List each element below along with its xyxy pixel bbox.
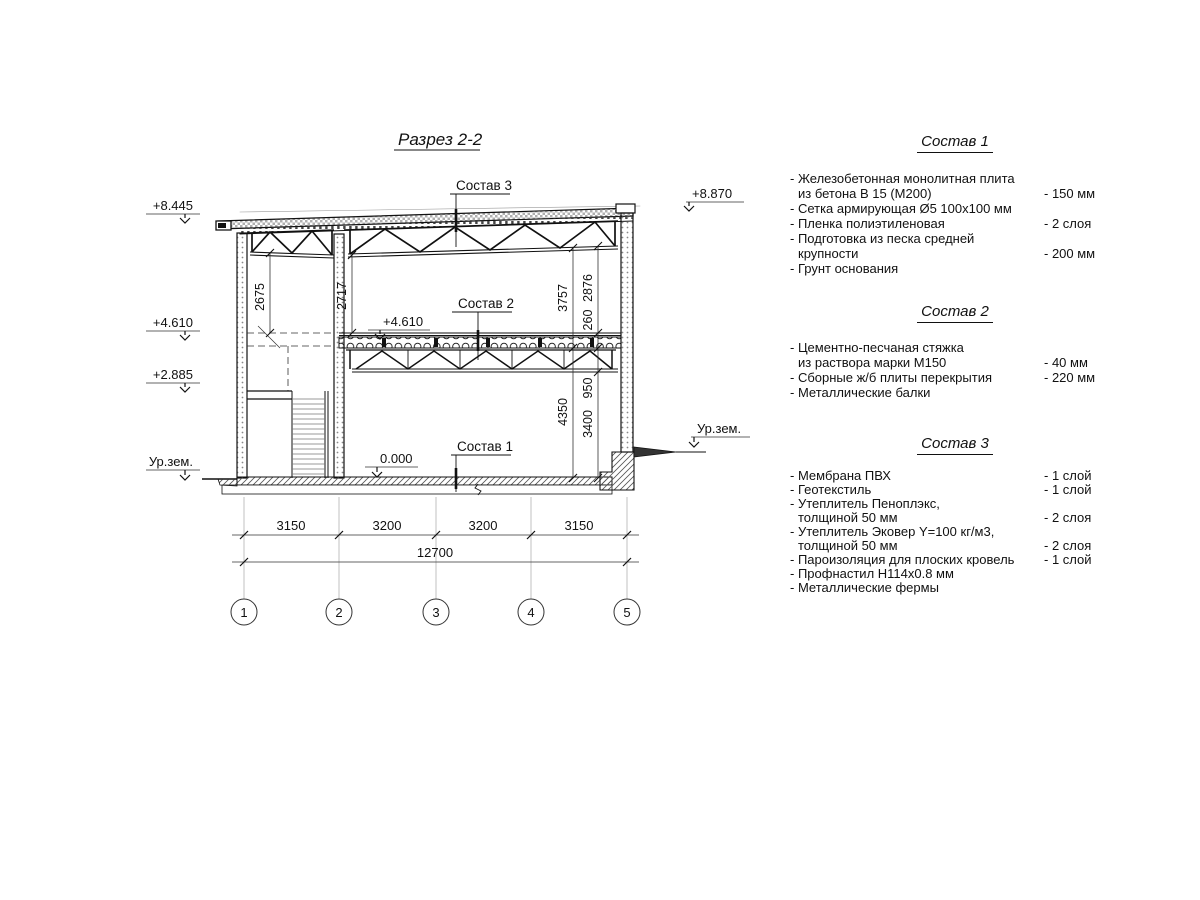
elevation-marks-left <box>146 198 200 480</box>
right-foundation <box>600 447 706 490</box>
floor-truss <box>346 350 618 372</box>
note-row <box>790 581 1120 595</box>
axis-1: 1 <box>240 605 248 620</box>
note-row <box>790 385 1120 400</box>
dim-2675: 2675 <box>253 283 267 311</box>
dim-total: 12700 <box>416 545 454 560</box>
note-row <box>790 497 1120 511</box>
elev-ground-right <box>689 421 750 447</box>
note-row <box>790 553 1120 567</box>
note-label: - Цементно-песчаная стяжка <box>790 340 964 355</box>
drawing-title <box>394 130 483 150</box>
notes-sostav2-heading: Состав 2 <box>790 303 1120 320</box>
note-value: - 220 мм <box>1044 370 1096 385</box>
dim-4350: 4350 <box>556 398 570 426</box>
note-row <box>790 469 1120 483</box>
note-row <box>790 171 1120 186</box>
note-row <box>790 186 1120 201</box>
note-row <box>790 539 1120 553</box>
note-row <box>790 340 1120 355</box>
note-label: - Пароизоляция для плоских кровель <box>790 552 1015 567</box>
wall-axis5 <box>621 213 633 452</box>
elev-4610-left <box>146 315 200 340</box>
dim-950: 950 <box>581 377 595 399</box>
note-value: - 150 мм <box>1044 186 1096 201</box>
note-label: - Сетка армирующая Ø5 100x100 мм <box>790 201 1012 216</box>
axis-5: 5 <box>623 605 631 620</box>
elev-ground-left <box>146 454 200 480</box>
dim-260: 260 <box>581 309 595 331</box>
note-label: - Грунт основания <box>790 261 899 276</box>
elev-8445-text: +8.445 <box>152 198 193 213</box>
note-row <box>790 525 1120 539</box>
axis-bubbles <box>231 599 640 625</box>
dim-2717: 2717 <box>335 282 349 310</box>
dim-3150-a: 3150 <box>276 518 306 533</box>
elev-4610-text: +4.610 <box>152 315 193 330</box>
note-label: из бетона В 15 (М200) <box>798 186 932 201</box>
note-label: из раствора марки М150 <box>798 355 947 370</box>
axis-2: 2 <box>335 605 343 620</box>
note-value: - 2 слоя <box>1044 510 1092 525</box>
note-label: - Мембрана ПВХ <box>790 468 891 483</box>
dim-3200-b: 3200 <box>468 518 498 533</box>
note-label: - Утеплитель Пеноплэкс, <box>790 496 940 511</box>
axis-4: 4 <box>527 605 535 620</box>
note-label: - Металлические фермы <box>790 580 939 595</box>
note-row <box>790 216 1120 231</box>
elev-8870 <box>684 186 744 211</box>
note-row <box>790 201 1120 216</box>
level-4610-text: +4.610 <box>383 314 424 329</box>
note-label: - Пленка полиэтиленовая <box>790 216 945 231</box>
roof-truss-left <box>247 230 334 258</box>
note-label: - Утеплитель Эковер Y=100 кг/м3, <box>790 524 995 539</box>
elev-ground-left-text: Ур.зем. <box>148 454 193 469</box>
leader-sostav2-text: Состав 2 <box>458 296 514 311</box>
note-label: толщиной 50 мм <box>798 510 898 525</box>
roof <box>216 204 640 234</box>
note-value: - 2 слоя <box>1044 538 1092 553</box>
note-label: - Геотекстиль <box>790 482 872 497</box>
vertical-dimensions <box>253 242 602 482</box>
parapet <box>616 204 635 213</box>
note-value: - 2 слоя <box>1044 216 1092 231</box>
level-0000-text: 0.000 <box>380 451 413 466</box>
notes-sostav1 <box>790 133 1120 276</box>
note-row <box>790 231 1120 246</box>
elev-2885-text: +2.885 <box>152 367 193 382</box>
hidden-lines <box>247 326 334 391</box>
note-row <box>790 511 1120 525</box>
note-row <box>790 261 1120 276</box>
title-text: Разрез 2-2 <box>398 130 483 149</box>
note-value: - 1 слой <box>1044 552 1092 567</box>
elevation-marks-right <box>684 186 750 447</box>
staircase <box>247 391 328 478</box>
axis-3: 3 <box>432 605 440 620</box>
note-label: - Металлические балки <box>790 385 931 400</box>
note-value: - 1 слой <box>1044 482 1092 497</box>
note-value: - 1 слой <box>1044 468 1092 483</box>
dim-3150-b: 3150 <box>564 518 594 533</box>
note-value: - 40 мм <box>1044 355 1088 370</box>
note-label: толщиной 50 мм <box>798 538 898 553</box>
note-label: - Сборные ж/б плиты перекрытия <box>790 370 993 385</box>
note-label: - Железобетонная монолитная плита <box>790 171 1015 186</box>
elev-8870-text: +8.870 <box>692 186 733 201</box>
dim-2876: 2876 <box>581 274 595 302</box>
dim-3200-a: 3200 <box>372 518 402 533</box>
ground-slab <box>202 477 612 495</box>
elev-8445 <box>146 198 200 223</box>
elev-2885 <box>146 367 200 392</box>
note-row <box>790 370 1120 385</box>
wall-axis1 <box>237 233 247 478</box>
notes-sostav2 <box>790 303 1120 400</box>
note-value: - 200 мм <box>1044 246 1096 261</box>
dim-3400: 3400 <box>581 410 595 438</box>
elev-ground-right-text: Ур.зем. <box>697 421 742 436</box>
note-label: - Подготовка из песка средней <box>790 231 975 246</box>
note-row <box>790 483 1120 497</box>
notes-sostav3-heading: Состав 3 <box>790 435 1120 452</box>
note-row <box>790 355 1120 370</box>
bottom-dimensions <box>232 497 639 599</box>
notes-sostav3 <box>790 435 1120 595</box>
wall-axis2 <box>334 234 344 478</box>
note-row <box>790 246 1120 261</box>
note-row <box>790 567 1120 581</box>
floor-slab <box>339 333 621 348</box>
level-0000 <box>365 451 418 477</box>
dim-3757: 3757 <box>556 284 570 312</box>
notes-sostav1-heading: Состав 1 <box>790 133 1120 150</box>
leader-sostav1-text: Состав 1 <box>457 439 513 454</box>
note-label: крупности <box>798 246 859 261</box>
leader-sostav3-text: Состав 3 <box>456 178 512 193</box>
note-label: - Профнастил Н114х0.8 мм <box>790 566 954 581</box>
